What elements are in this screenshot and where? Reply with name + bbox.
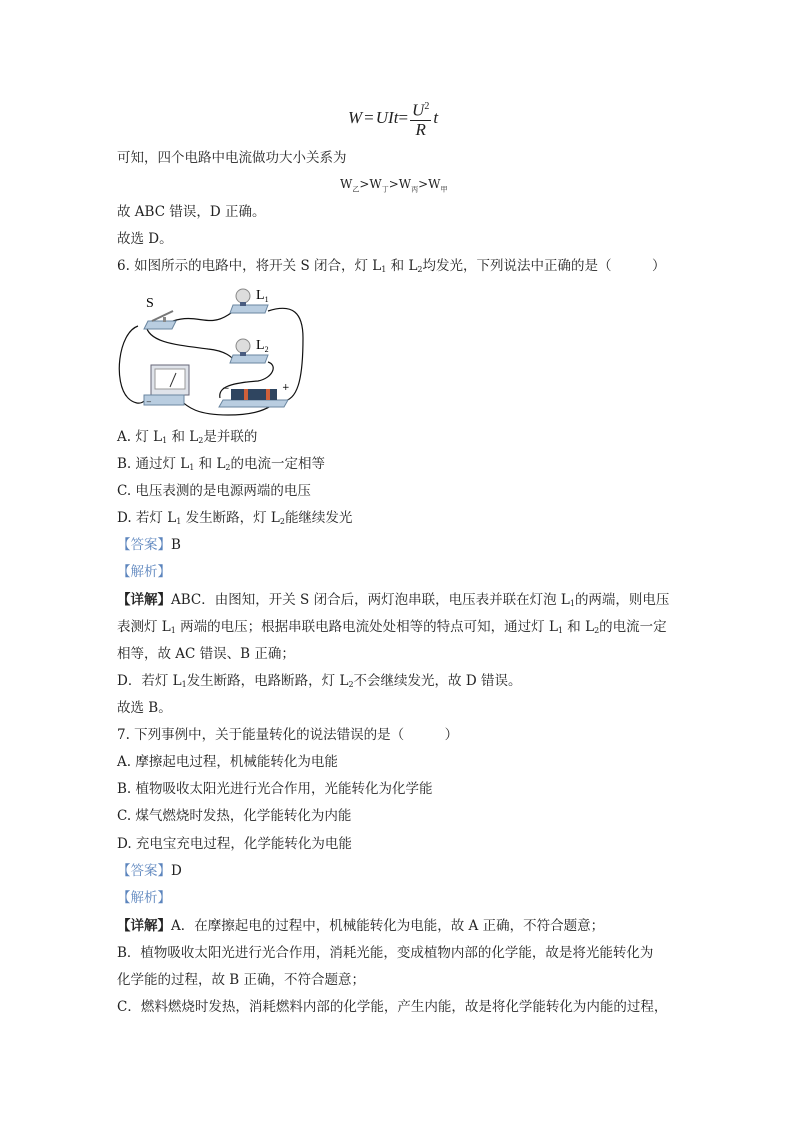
subscript: 1 — [162, 436, 168, 445]
text-run: 的两端，则电压 — [574, 592, 670, 608]
text-run: B. 通过灯 L — [117, 456, 190, 472]
text-run: 和 L — [386, 258, 418, 274]
lamp-l1 — [230, 288, 269, 313]
lamp2-label: $L_2$ — [256, 338, 269, 354]
text-run: 发生断路，电路断路，灯 L — [186, 673, 349, 689]
text-line — [117, 563, 171, 581]
text-run: 发生断路，灯 L — [181, 510, 280, 526]
text-run: 和 L — [194, 456, 226, 472]
text-line — [117, 672, 521, 694]
text-line — [117, 149, 347, 167]
subscript: 1 — [381, 265, 387, 274]
text-line — [117, 917, 604, 935]
subscript: 丙 — [411, 185, 419, 194]
work-relation — [340, 177, 448, 194]
text-run: C. 煤气燃烧时发热，化学能转化为内能 — [117, 808, 352, 824]
text-run: A. 灯 L — [117, 429, 163, 445]
text-line — [117, 618, 667, 640]
text-run: 故选 B。 — [117, 700, 172, 716]
text-line — [117, 889, 171, 907]
text-run: >W — [418, 177, 441, 191]
battery-plus: + — [282, 383, 290, 393]
formula-fraction — [410, 98, 431, 139]
text-line — [117, 835, 352, 853]
text-line — [117, 257, 666, 279]
formula-denominator: R — [415, 119, 426, 139]
subscript: 2 — [417, 265, 423, 274]
formula-uit: UIt — [375, 108, 399, 128]
text-run: D — [171, 863, 182, 879]
text-line — [117, 455, 325, 477]
text-line — [117, 536, 181, 554]
battery-minus: − — [222, 384, 230, 394]
text-run: 能继续发光 — [284, 510, 353, 526]
subscript: 丁 — [381, 185, 389, 194]
section-tag: 【解析】 — [117, 890, 171, 906]
text-run: 表测灯 L — [117, 619, 171, 635]
lamp1-label: $L_1$ — [256, 288, 269, 304]
subscript: 1 — [170, 626, 176, 635]
text-line — [117, 591, 669, 613]
text-run: 7. 下列事例中，关于能量转化的说法错误的是（ ） — [117, 727, 459, 743]
text-run: C．燃料燃烧时发热，消耗燃料内部的化学能，产生内能，故是将化学能转化为内能的过程， — [117, 999, 668, 1015]
text-line — [117, 998, 667, 1016]
text-run: B. 植物吸收太阳光进行光合作用，光能转化为化学能 — [117, 781, 433, 797]
switch-s — [144, 296, 176, 329]
text-line — [117, 230, 173, 248]
subscript: 1 — [189, 463, 195, 472]
text-line — [117, 509, 352, 531]
text-line — [117, 482, 311, 500]
text-run: 6. 如图所示的电路中，将开关 S 闭合，灯 L — [117, 258, 382, 274]
text-run: C. 电压表测的是电源两端的电压 — [117, 483, 311, 499]
text-run: 均发光，下列说法中正确的是（ ） — [422, 258, 666, 274]
subscript: 2 — [279, 517, 285, 526]
formula-numerator: U — [412, 100, 425, 120]
section-tag: 【答案】 — [117, 863, 171, 879]
subscript: 2 — [348, 680, 354, 689]
text-line — [117, 726, 458, 744]
text-line — [117, 780, 433, 798]
battery — [219, 383, 290, 407]
text-line — [117, 203, 265, 221]
formula-exponent: 2 — [424, 101, 430, 112]
subscript: 2 — [198, 436, 204, 445]
subscript: 1 — [181, 680, 187, 689]
text-run: D．若灯 L — [117, 673, 182, 689]
detail-tag: 【详解】 — [117, 592, 171, 608]
text-run: 相等，故 AC 错误、B 正确； — [117, 646, 295, 662]
text-run: 和 L — [563, 619, 595, 635]
section-tag: 【解析】 — [117, 564, 171, 580]
text-run: 的电流一定相等 — [230, 456, 326, 472]
text-run: D. 充电宝充电过程，化学能转化为电能 — [117, 836, 352, 852]
text-line — [117, 807, 351, 825]
text-line — [117, 699, 172, 717]
subscript: 2 — [594, 626, 600, 635]
formula-w: W — [348, 108, 363, 128]
text-run: 两端的电压；根据串联电路电流处处相等的特点可知，通过灯 L — [175, 619, 558, 635]
text-line — [117, 428, 257, 450]
formula-equals: = — [398, 108, 409, 128]
text-run: >W — [359, 177, 382, 191]
text-run: 是并联的 — [203, 429, 258, 445]
lamp-l2 — [230, 338, 269, 363]
circuit-diagram — [118, 283, 333, 418]
text-run: W — [340, 177, 353, 191]
text-run: 化学能的过程，故 B 正确，不符合题意； — [117, 972, 366, 988]
switch-label: S — [146, 296, 154, 311]
text-run: A. 摩擦起电过程，机械能转化为电能 — [117, 754, 338, 770]
text-run: B．植物吸收太阳光进行光合作用，消耗光能，变成植物内部的化学能，故是将光能转化为 — [117, 945, 654, 961]
text-line — [117, 944, 653, 962]
formula-t: t — [433, 108, 439, 128]
text-run: A．在摩擦起电的过程中，机械能转化为电能，故 A 正确，不符合题意； — [171, 918, 605, 934]
text-line — [117, 753, 338, 771]
text-run: 不会继续发光，故 D 错误。 — [353, 673, 522, 689]
text-run: 故选 D。 — [117, 231, 173, 247]
text-line — [117, 862, 182, 880]
text-line — [117, 971, 365, 989]
subscript: 甲 — [440, 185, 448, 194]
text-run: D. 若灯 L — [117, 510, 177, 526]
detail-tag: 【详解】 — [117, 918, 171, 934]
text-line — [117, 645, 295, 663]
text-run: B — [171, 537, 181, 553]
text-run: 的电流一定 — [599, 619, 667, 635]
formula-equals: = — [364, 108, 374, 128]
subscript: 1 — [569, 599, 575, 608]
text-run: 和 L — [167, 429, 199, 445]
voltmeter — [144, 365, 189, 406]
text-run: 故 ABC 错误，D 正确。 — [117, 204, 266, 220]
subscript: 2 — [225, 463, 231, 472]
text-run: ABC．由图知，开关 S 闭合后，两灯泡串联，电压表并联在灯泡 L — [171, 592, 570, 608]
work-formula — [348, 98, 438, 139]
text-run: >W — [388, 177, 412, 191]
section-tag: 【答案】 — [117, 537, 171, 553]
subscript: 乙 — [352, 185, 360, 194]
subscript: 1 — [176, 517, 182, 526]
voltmeter-minus: − — [146, 398, 152, 406]
subscript: 1 — [557, 626, 563, 635]
text-run: 可知，四个电路中电流做功大小关系为 — [117, 150, 347, 166]
